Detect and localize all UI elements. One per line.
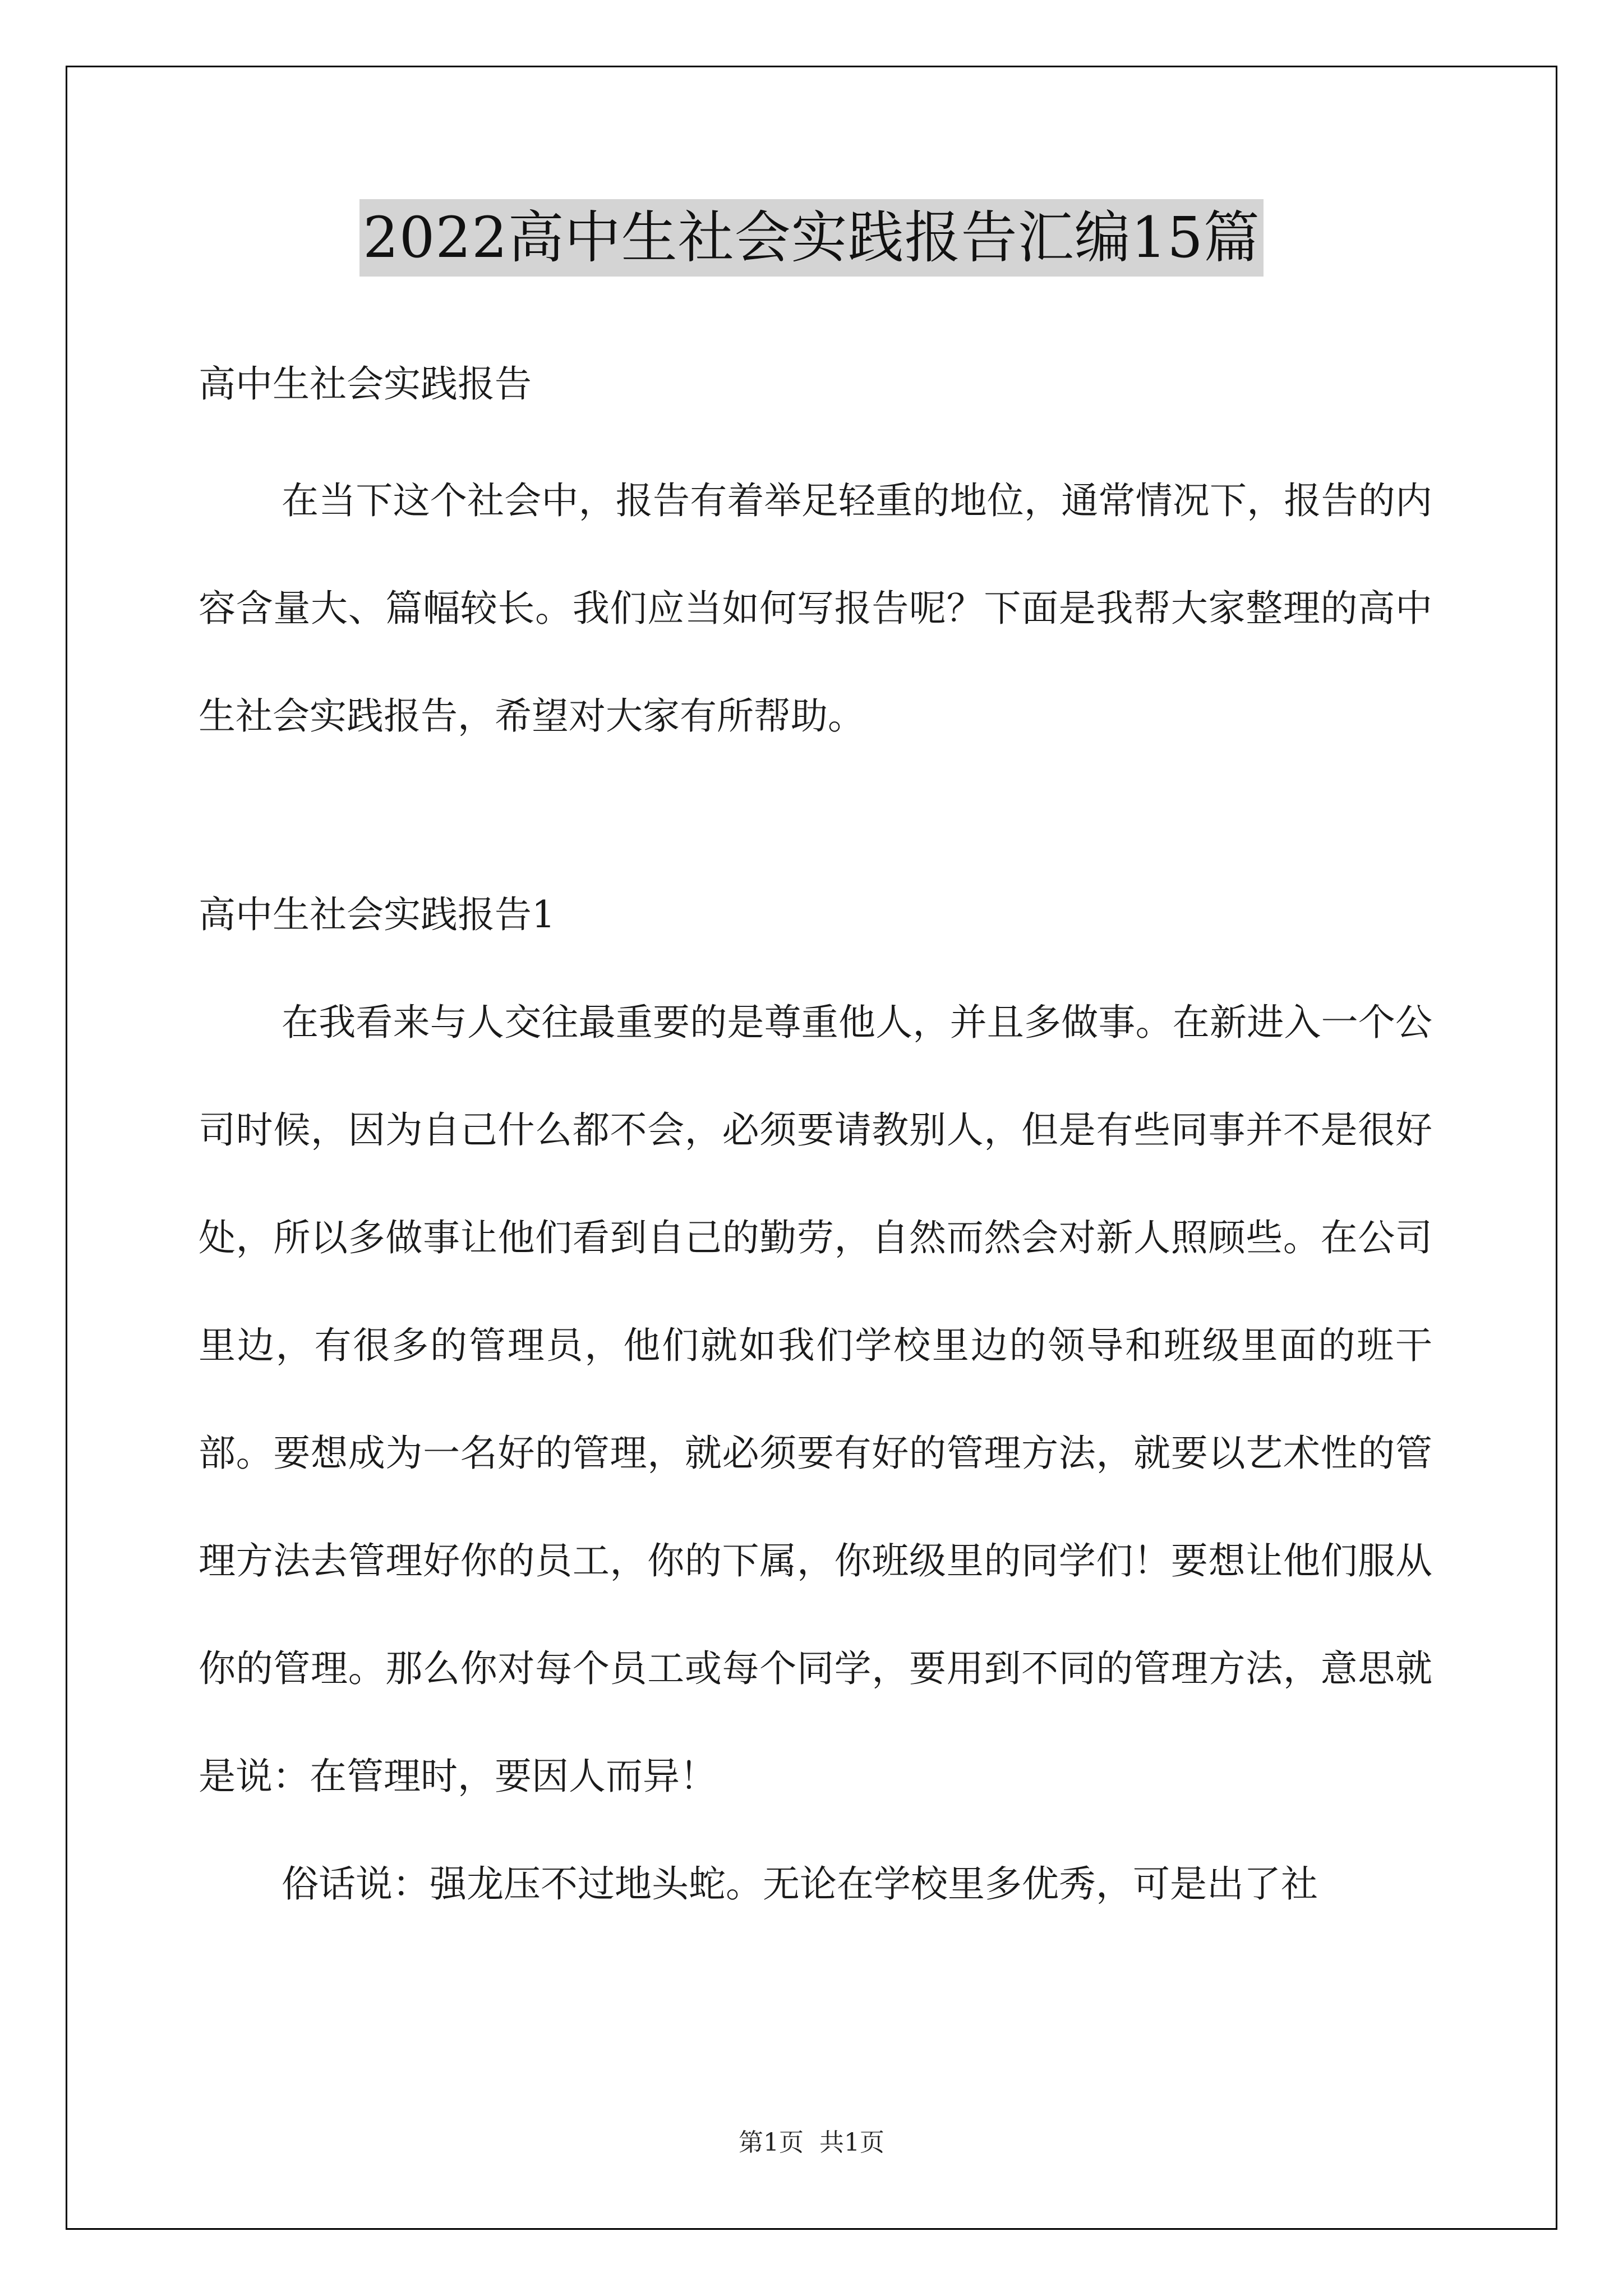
- page-footer: [0, 2126, 1623, 2160]
- page-number-total: 共1页: [819, 2128, 884, 2157]
- document-body: [199, 306, 1432, 1938]
- section-1-paragraph-1: 在我看来与人交往最重要的是尊重他人，并且多做事。在新进入一个公司时候，因为自己什么都不会，必须要请教别人，但是有些同事并不是很好处，所以多做事让他们看到自己的勤劳，自然而然会对新人照顾些。在公司里边，有很多的管理员，他们就如我们学校里边的领导和班级里面的班干部。要想成为一名好的管理，就必须要有好的管理方法，就要以艺术性的管理方法去管理好你的员工，你的下属，你班级里的同学们！要想让他们服从你的管理。那么你对每个员工或每个同学，要用到不同的管理方法，意思就是说：在管理时，要因人而异！: [199, 1001, 1432, 1798]
- intro-paragraph: 在当下这个社会中，报告有着举足轻重的地位，通常情况下，报告的内容含量大、篇幅较长。我们应当如何写报告呢？下面是我帮大家整理的高中生社会实践报告，希望对大家有所帮助。: [199, 479, 1432, 738]
- title-container: [0, 199, 1623, 277]
- section-1-heading: 高中生社会实践报告1: [199, 893, 555, 936]
- page-number-current: 第1页: [739, 2128, 804, 2157]
- intro-heading: 高中生社会实践报告: [199, 362, 532, 406]
- section-1-paragraph-2: 俗话说：强龙压不过地头蛇。无论在学校里多优秀，可是出了社: [282, 1862, 1318, 1906]
- document-title: 2022高中生社会实践报告汇编15篇: [359, 199, 1264, 277]
